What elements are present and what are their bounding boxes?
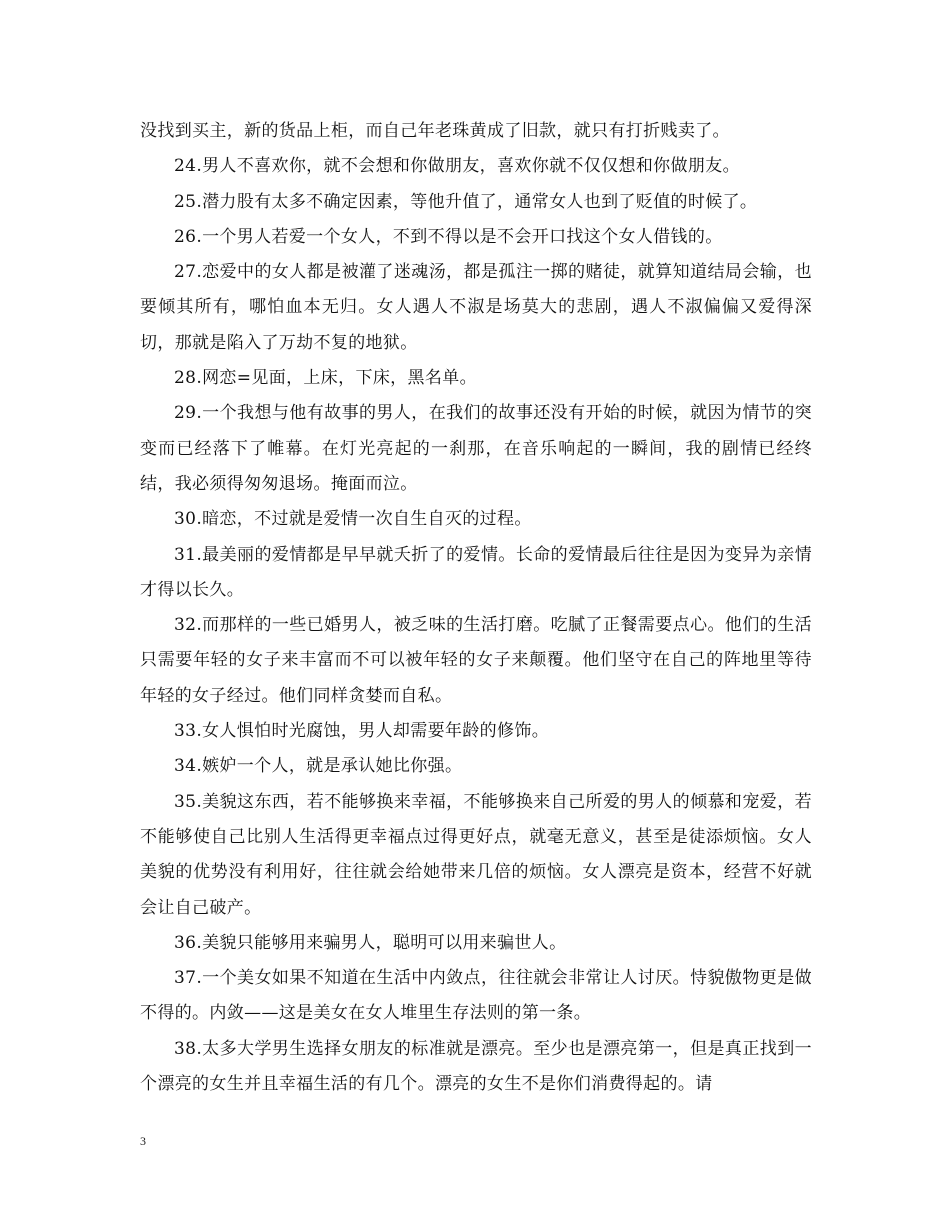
paragraph: 31.最美丽的爱情都是早早就夭折了的爱情。长命的爱情最后往往是因为变异为亲情才得以长久。 xyxy=(140,544,812,600)
document-body xyxy=(140,114,812,1102)
paragraph: 26.一个男人若爱一个女人，不到不得以是不会开口找这个女人借钱的。 xyxy=(174,226,723,247)
paragraph: 24.男人不喜欢你，就不会想和你做朋友，喜欢你就不仅仅想和你做朋友。 xyxy=(174,156,740,177)
paragraph: 29.一个我想与他有故事的男人，在我们的故事还没有开始的时候，就因为情节的突变而已经落下了帷幕。在灯光亮起的一刹那，在音乐响起的一瞬间，我的剧情已经终结，我必须得匆匆退场。掩面而泣。 xyxy=(140,403,812,494)
paragraph: 27.恋爱中的女人都是被灌了迷魂汤，都是孤注一掷的赌徒，就算知道结局会输，也要倾其所有，哪怕血本无归。女人遇人不淑是场莫大的悲剧，遇人不淑偏偏又爱得深切，那就是陷入了万劫不复的地狱。 xyxy=(140,262,812,353)
paragraph: 32.而那样的一些已婚男人，被乏味的生活打磨。吃腻了正餐需要点心。他们的生活只需要年轻的女子来丰富而不可以被年轻的女子来颠覆。他们坚守在自己的阵地里等待年轻的女子经过。他们同样贪婪而自私。 xyxy=(140,615,812,706)
paragraph: 30.暗恋，不过就是爱情一次自生自灭的过程。 xyxy=(174,509,532,530)
page-number: 3 xyxy=(140,1134,146,1148)
paragraph: 25.潜力股有太多不确定因素，等他升值了，通常女人也到了贬值的时候了。 xyxy=(174,191,758,212)
paragraph: 37.一个美女如果不知道在生活中内敛点，往往就会非常让人讨厌。恃貌傲物更是做不得的。内敛——这是美女在女人堆里生存法则的第一条。 xyxy=(140,968,812,1024)
paragraph: 没找到买主，新的货品上柜，而自己年老珠黄成了旧款，就只有打折贱卖了。 xyxy=(140,121,730,141)
paragraph: 28.网恋=见面，上床，下床，黑名单。 xyxy=(174,368,477,389)
paragraph: 33.女人惧怕时光腐蚀，男人却需要年龄的修饰。 xyxy=(174,721,550,742)
paragraph: 36.美貌只能够用来骗男人，聪明可以用来骗世人。 xyxy=(174,932,567,953)
paragraph: 34.嫉妒一个人，就是承认她比你强。 xyxy=(174,756,463,777)
paragraph: 38.太多大学男生选择女朋友的标准就是漂亮。至少也是漂亮第一，但是真正找到一个漂亮的女生并且幸福生活的有几个。漂亮的女生不是你们消费得起的。请 xyxy=(140,1038,812,1095)
paragraph: 35.美貌这东西，若不能够换来幸福，不能够换来自己所爱的男人的倾慕和宠爱，若不能够使自己比别人生活得更幸福点过得更好点，就毫无意义，甚至是徒添烦恼。女人美貌的优势没有利用好，往往就会给她带来几倍的烦恼。女人漂亮是资本，经营不好就会让自己破产。 xyxy=(140,791,812,918)
